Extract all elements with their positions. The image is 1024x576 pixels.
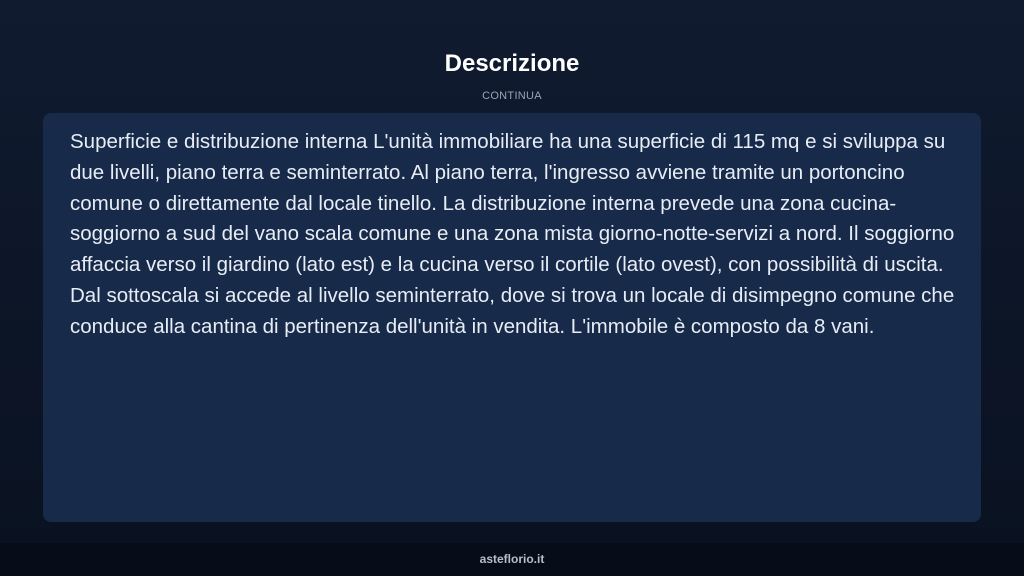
page-subtitle: CONTINUA xyxy=(482,90,542,102)
footer-bar xyxy=(0,543,1024,576)
page-title: Descrizione xyxy=(444,50,580,77)
footer-site-name: asteflorio.it xyxy=(479,552,545,566)
description-card xyxy=(43,113,981,522)
description-text: Superficie e distribuzione interna L'unità immobiliare ha una superficie di 115 mq e si sviluppa su due livelli, piano terra e seminterrato. Al piano terra, l'ingresso avviene tramite un portoncino comune o direttamente dal locale tinello. La distribuzione interna prevede una zona cucina-soggiorno a sud del vano scala comune e una zona mista giorno-notte-servizi a nord. Il soggiorno affaccia verso il giardino (lato est) e la cucina verso il cortile (lato ovest), con possibilità di uscita. Dal sottoscala si accede al livello seminterrato, dove si trova un locale di disimpegno comune che conduce alla cantina di pertinenza dell'unità in vendita. L'immobile è composto da 8 vani. xyxy=(70,130,955,338)
